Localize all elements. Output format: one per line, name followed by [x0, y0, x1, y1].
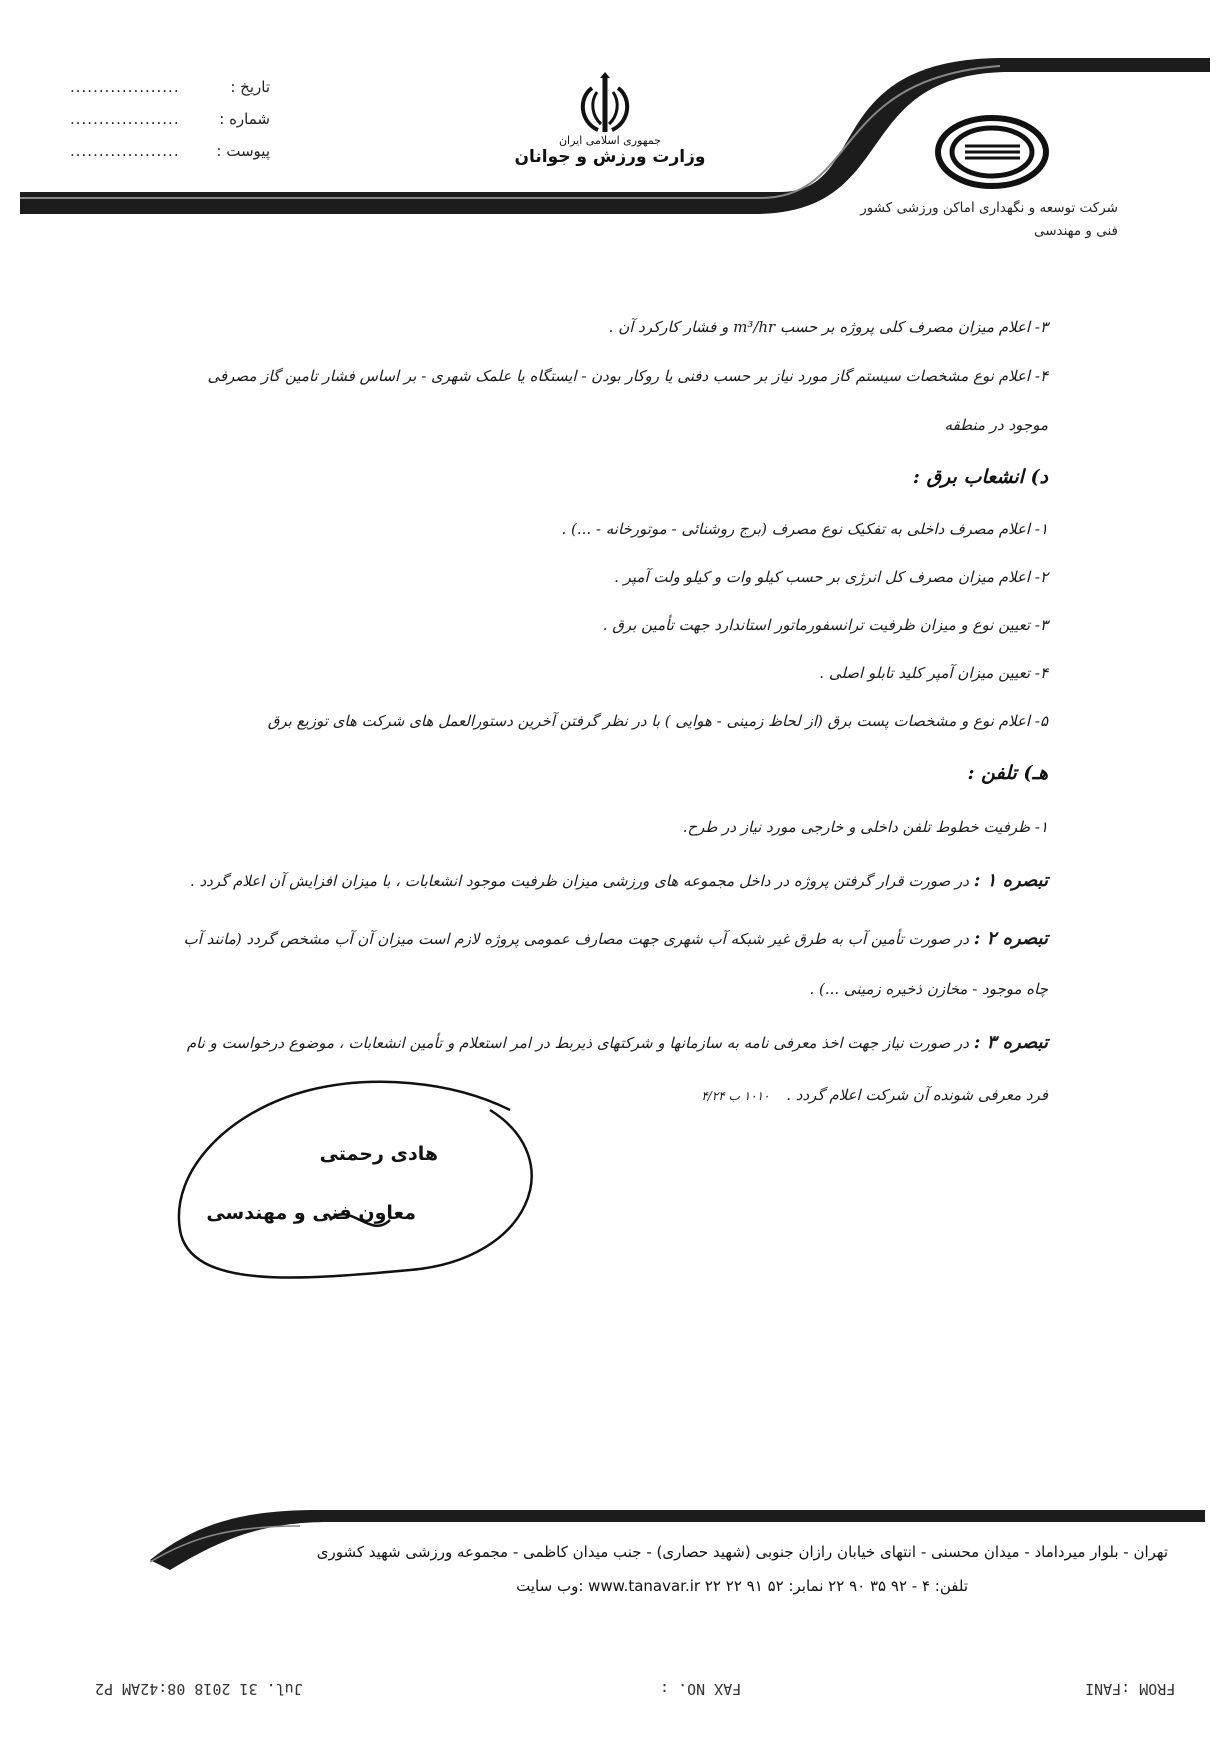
- signatory-name: هادی رحمتی: [319, 1143, 438, 1165]
- note-3: [187, 1032, 1048, 1053]
- footer-address: تهران - بلوار میرداماد - میدان محسنی - انتهای خیابان رازان جنوبی (شهید حصاری) - جنب میدان کاظمی - مجموعه ورزشی شهید کشوری: [316, 1543, 1168, 1561]
- organization-logo-icon: [935, 115, 1050, 190]
- note-3-label: تبصره ۳ :: [973, 1032, 1048, 1053]
- electric-item-3: ۳- تعیین نوع و میزان ظرفیت ترانسفورماتور استاندارد جهت تأمین برق .: [602, 616, 1048, 634]
- electric-item-4: ۴- تعیین میزان آمپر کلید تابلو اصلی .: [819, 664, 1048, 682]
- attachment-field: [70, 142, 270, 166]
- phone-heading: هـ) تلفن :: [967, 762, 1048, 784]
- attachment-value: ...................: [70, 142, 180, 160]
- fax-timestamp: Jul. 31 2018 08:42AM P2: [95, 1680, 303, 1698]
- electric-heading: د) انشعاب برق :: [912, 466, 1048, 488]
- ministry-name: وزارت ورزش و جوانان: [514, 147, 706, 167]
- phone-item-1: ۱- ظرفیت خطوط تلفن داخلی و خارجی مورد نیاز در طرح.: [682, 818, 1048, 836]
- attachment-label: پیوست :: [216, 142, 270, 160]
- republic-label: جمهوری اسلامی ایران: [558, 134, 662, 147]
- electric-item-1: ۱- اعلام مصرف داخلی به تفکیک نوع مصرف (برج روشنائی - موتورخانه - ...) .: [561, 520, 1048, 538]
- iran-emblem-icon: [570, 70, 640, 140]
- note-3-continued: [701, 1086, 1048, 1104]
- note-2-label: تبصره ۲ :: [973, 928, 1048, 949]
- note-2-continued: چاه موجود - مخازن ذخیره زمینی ...) .: [809, 980, 1048, 998]
- note-1-text: در صورت قرار گرفتن پروژه در داخل مجموعه های ورزشی میزان ظرفیت موجود انشعابات ، با میزان افزایش آن اعلام گردد .: [189, 872, 969, 890]
- organization-line2: فنی و مهندسی: [1033, 223, 1118, 239]
- fax-number: FAX NO. :: [660, 1680, 742, 1698]
- organization-line1: شرکت توسعه و نگهداری اماکن ورزشی کشور: [860, 200, 1118, 216]
- note-3-text-2: فرد معرفی شونده آن شرکت اعلام گردد .: [786, 1086, 1048, 1104]
- fax-from: FROM :FANI: [1085, 1680, 1176, 1698]
- footer-contact: وب سایت: www.tanavar.ir تلفن: ۴ - ۹۲ ۳۵ ۹۰ ۲۲ نمابر: ۵۲ ۹۱ ۲۲ ۲۲: [516, 1577, 968, 1595]
- note-2-text: در صورت تأمین آب به طرق غیر شبکه آب شهری جهت مصارف عمومی پروژه لازم است میزان آن آب مشخص گردد (مانند آب: [183, 930, 969, 948]
- number-label: شماره :: [219, 110, 270, 128]
- date-value: ...................: [70, 78, 180, 96]
- signatory-title: معاون فنی و مهندسی: [206, 1202, 416, 1224]
- note-1: [190, 870, 1048, 891]
- electric-item-2: ۲- اعلام میزان مصرف کل انرژی بر حسب کیلو وات و کیلو ولت آمپر .: [614, 568, 1048, 586]
- note-3-text: در صورت نیاز جهت اخذ معرفی نامه به سازمانها و شرکتهای ذیربط در امر استعلام و تأمین انشعابات ، موضوع درخواست و نام: [186, 1034, 969, 1052]
- number-value: ...................: [70, 110, 180, 128]
- date-label: تاریخ :: [230, 78, 270, 96]
- reference-code: ۱۰۱۰ ب ۴/۲۴: [701, 1089, 770, 1103]
- electric-item-5: ۵- اعلام نوع و مشخصات پست برق (از لحاظ زمینی - هوایی ) با در نظر گرفتن آخرین دستورالعمل های شرکت های توزیع برق: [267, 712, 1048, 730]
- handwritten-signature: [150, 1070, 550, 1300]
- note-1-label: تبصره ۱ :: [973, 870, 1048, 891]
- note-2: [184, 928, 1048, 949]
- number-field: [70, 110, 270, 134]
- ministry-block: [510, 134, 710, 167]
- gas-item-3: ۳- اعلام میزان مصرف کلی پروژه بر حسب m³/hr و فشار کارکرد آن .: [608, 318, 1048, 336]
- date-field: [70, 78, 270, 102]
- gas-item-4-continued: موجود در منطقه: [944, 416, 1048, 434]
- gas-item-4: ۴- اعلام نوع مشخصات سیستم گاز مورد نیاز بر حسب دفنی یا روکار بودن - ایستگاه یا علمک شهری - بر اساس فشار تامین گاز مصرفی: [207, 367, 1048, 385]
- organization-name: [788, 197, 1118, 243]
